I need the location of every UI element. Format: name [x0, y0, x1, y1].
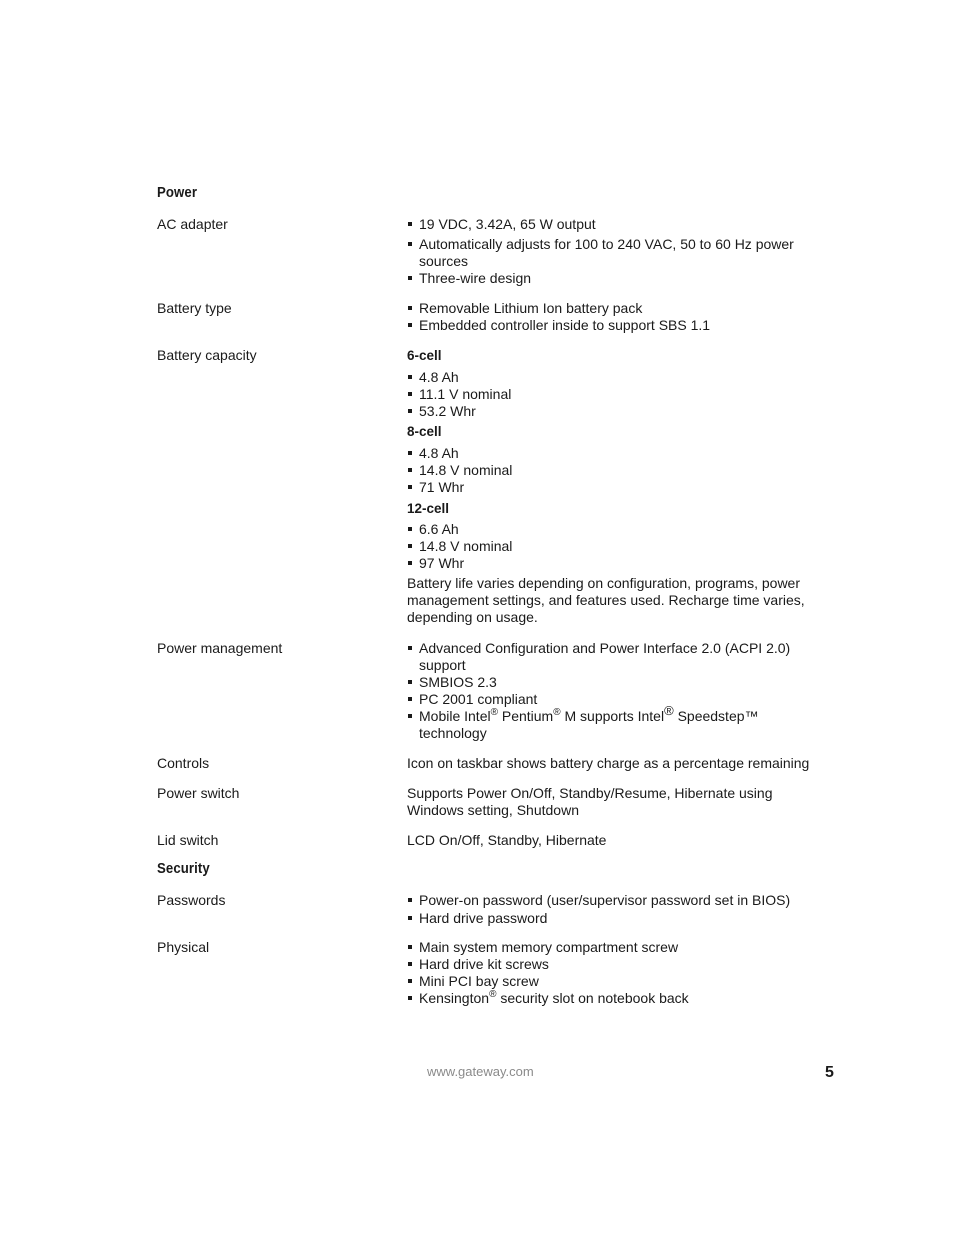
value-ac-adapter: [407, 216, 827, 287]
value-physical: [407, 939, 827, 1007]
kensington-text: Kensington: [419, 990, 490, 1006]
intel-speedstep-text: Speedstep™ technology: [419, 708, 759, 741]
list-item: Mini PCI bay screw: [407, 973, 827, 990]
label-lid-switch: Lid switch: [157, 832, 219, 848]
list-item: Removable Lithium Ion battery pack: [407, 300, 827, 317]
list-item: 71 Whr: [407, 479, 827, 496]
list-item: SMBIOS 2.3: [407, 674, 827, 691]
registered-mark: ®: [553, 707, 561, 718]
list-item: 19 VDC, 3.42A, 65 W output: [407, 216, 827, 233]
list-item: Hard drive password: [407, 910, 827, 927]
section-heading-security: Security: [157, 860, 210, 877]
registered-mark: ®: [489, 989, 497, 1000]
label-battery-type: Battery type: [157, 300, 232, 316]
intel-mobile-text: Mobile Intel: [419, 708, 491, 724]
list-item: Automatically adjusts for 100 to 240 VAC, 50 to 60 Hz power sources: [407, 236, 827, 270]
list-item: 53.2 Whr: [407, 403, 827, 420]
list-item: Three-wire design: [407, 270, 827, 287]
label-passwords: Passwords: [157, 892, 226, 908]
value-controls: Icon on taskbar shows battery charge as a percentage remaining: [407, 755, 810, 771]
list-item: Hard drive kit screws: [407, 956, 827, 973]
value-passwords: [407, 892, 827, 927]
label-power-switch: Power switch: [157, 785, 240, 801]
label-controls: Controls: [157, 755, 210, 771]
list-item: 4.8 Ah: [407, 369, 827, 386]
list-item: [407, 990, 827, 1007]
list-item: 6.6 Ah: [407, 521, 827, 538]
list-item: 14.8 V nominal: [407, 462, 827, 479]
registered-mark: ®: [490, 707, 498, 718]
label-ac-adapter: AC adapter: [157, 216, 228, 232]
list-item: 97 Whr: [407, 555, 827, 572]
subheading-6-cell: 6-cell: [407, 348, 442, 363]
intel-pentium-text: Pentium: [497, 708, 554, 724]
value-battery-type: [407, 300, 827, 334]
list-item: 14.8 V nominal: [407, 538, 827, 555]
footer-url: www.gateway.com: [427, 1064, 534, 1079]
list-item: PC 2001 compliant: [407, 691, 827, 708]
battery-life-note: Battery life varies depending on configuration, programs, power management settings, and features used. Recharge time varies, depending on usage.: [407, 575, 805, 625]
registered-mark: ®: [664, 703, 674, 718]
list-item: Power-on password (user/supervisor password set in BIOS): [407, 892, 827, 909]
intel-m-supports-text: M supports Intel: [560, 708, 665, 724]
list-item: 11.1 V nominal: [407, 386, 827, 403]
value-power-management: [407, 640, 827, 742]
list-item: Main system memory compartment screw: [407, 939, 827, 956]
subheading-12-cell: 12-cell: [407, 501, 450, 516]
list-item: [407, 703, 827, 742]
list-item: Advanced Configuration and Power Interface 2.0 (ACPI 2.0) support: [407, 640, 827, 674]
label-physical: Physical: [157, 939, 210, 955]
page-number: 5: [825, 1064, 834, 1081]
kensington-rest-text: security slot on notebook back: [496, 990, 689, 1006]
section-heading-power: Power: [157, 184, 198, 201]
subheading-8-cell: 8-cell: [407, 424, 442, 439]
list-item: Embedded controller inside to support SBS 1.1: [407, 317, 827, 334]
value-power-switch: Supports Power On/Off, Standby/Resume, Hibernate using Windows setting, Shutdown: [407, 785, 773, 818]
label-battery-capacity: Battery capacity: [157, 347, 257, 363]
list-item: 4.8 Ah: [407, 445, 827, 462]
value-lid-switch: LCD On/Off, Standby, Hibernate: [407, 832, 607, 848]
label-power-management: Power management: [157, 640, 283, 656]
value-battery-capacity: [407, 347, 827, 626]
